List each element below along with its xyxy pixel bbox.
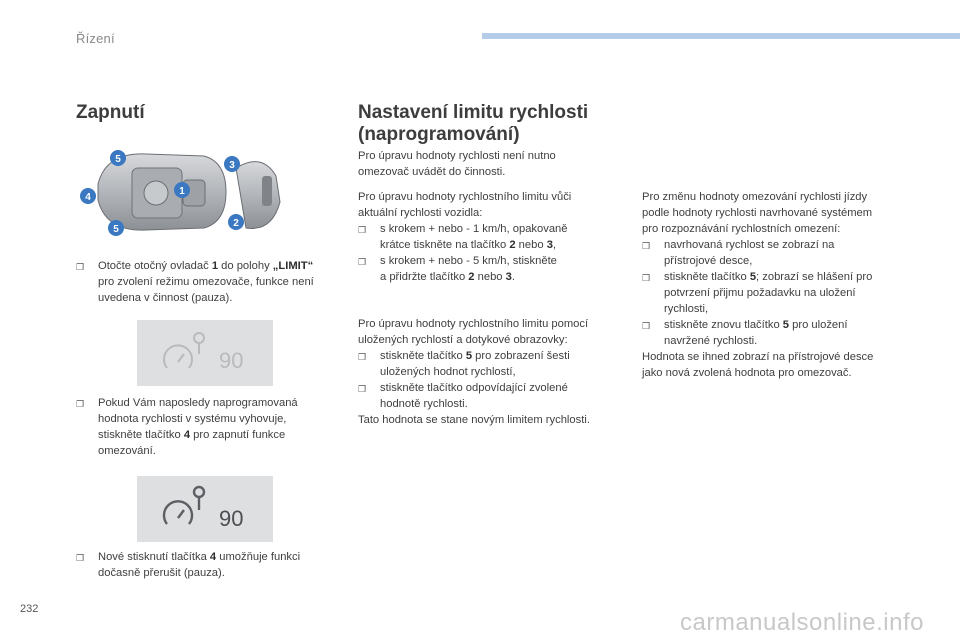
callout-5-top: 5 xyxy=(115,154,121,165)
intro-paragraph: Pro úpravu hodnoty rychlosti není nutno omezovač uvádět do činnosti. xyxy=(358,150,556,178)
page-number: 232 xyxy=(20,603,39,615)
section-title: Řízení xyxy=(76,31,115,46)
watermark: carmanualsonline.info xyxy=(680,609,924,636)
block-suggested-speed: Pro změnu hodnoty omezování rychlosti jízdy podle hodnoty rychlosti navrhované systémem pro rozpoznávání rychlostních omezení: ❒ navrhovaná rychlost se zobrazí na přístrojové desce, ❒ stiskněte tlačítko 5; zobrazí se hlášení pro potvrzení přijmu požadavku na uložení rychlosti, ❒ stiskněte znovu tlačítko 5 pro uložení navržené rychlosti. Hodnota se ihned zobrazí na přístrojové desce jako nová zvolená hodnota pro omezovač. xyxy=(642,191,874,379)
heading-enable: Zapnutí xyxy=(76,102,145,123)
header-accent-bar xyxy=(482,33,960,39)
display-speed-value-1: 90 xyxy=(219,348,244,373)
step-press-4: ❒ Pokud Vám naposledy naprogramovaná hodnota rychlosti v systému vyhovuje, stiskněte tlačítko 4 pro zapnutí funkce omezování. xyxy=(76,397,298,457)
callout-2: 2 xyxy=(233,218,239,229)
step-rotate-dial: ❒ Otočte otočný ovladač 1 do polohy „LIMIT“ pro zvolení režimu omezovače, funkce není uvedena v činnost (pauza). xyxy=(76,260,314,304)
callout-5-bottom: 5 xyxy=(113,224,119,235)
callout-1: 1 xyxy=(179,186,185,197)
cruise-stalk-illustration xyxy=(76,142,320,242)
dashboard-display-paused xyxy=(137,320,273,386)
block-stored-speeds: Pro úpravu hodnoty rychlostního limitu pomocí uložených rychlostí a dotykové obrazovky: ❒ stiskněte tlačítko 5 pro zobrazení šesti uložených hodnot rychlostí, ❒ stiskněte tlačítko odpovídající zvolené hodnotě rychlosti. Tato hodnota se stane novým limitem rychlosti. xyxy=(358,318,590,426)
callout-4: 4 xyxy=(85,192,91,203)
callout-3: 3 xyxy=(229,160,235,171)
display-speed-value-2: 90 xyxy=(219,506,244,531)
block-current-speed: Pro úpravu hodnoty rychlostního limitu vůči aktuální rychlosti vozidla: ❒ s krokem + nebo - 1 km/h, opakovaně krátce tiskněte na tlačítko 2 nebo 3, ❒ s krokem + nebo - 5 km/h, stiskněte a přidržte tlačítko 2 nebo 3. xyxy=(358,191,572,283)
step-pause: ❒ Nové stisknutí tlačítka 4 umožňuje funkci dočasně přerušit (pauza). xyxy=(76,551,301,579)
dashboard-display-active xyxy=(137,476,273,542)
heading-set-limit: Nastavení limitu rychlosti (naprogramování) xyxy=(358,102,589,145)
